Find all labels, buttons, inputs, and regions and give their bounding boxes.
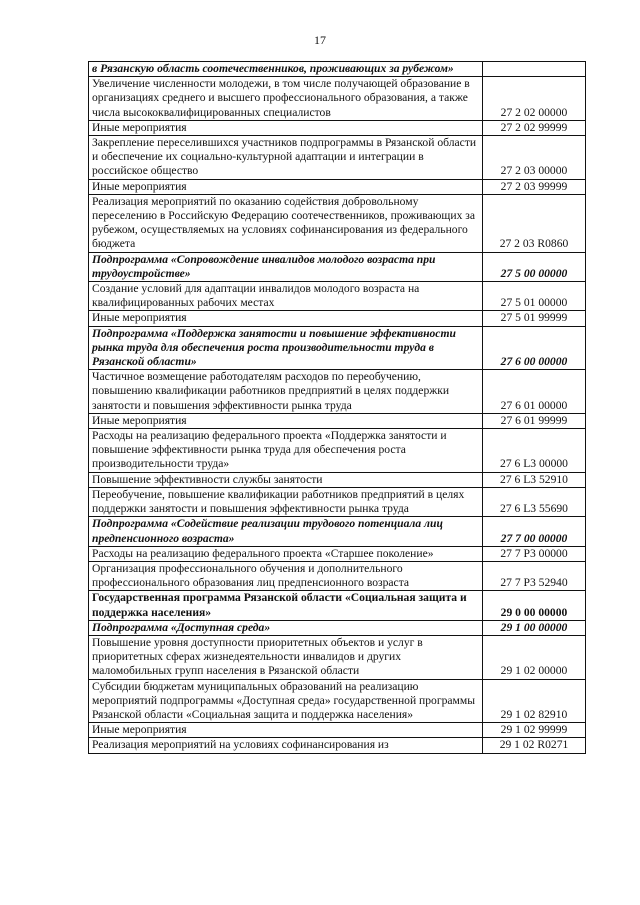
row-description: Переобучение, повышение квалификации работников предприятий в целях поддержки занятости и повышения эффективности рынка труда bbox=[89, 487, 483, 516]
row-code: 29 1 02 99999 bbox=[483, 723, 586, 738]
row-code: 27 6 L3 00000 bbox=[483, 429, 586, 473]
table-row bbox=[89, 620, 586, 635]
row-code: 27 2 02 00000 bbox=[483, 77, 586, 121]
row-description: в Рязанскую область соотечественников, проживающих за рубежом» bbox=[89, 62, 483, 77]
row-description: Увеличение численности молодежи, в том числе получающей образование в организациях среднего и высшего профессионального образования, а также числа высококвалифицированных специалистов bbox=[89, 77, 483, 121]
row-code: 27 7 P3 00000 bbox=[483, 546, 586, 561]
table-row bbox=[89, 723, 586, 738]
table-row bbox=[89, 413, 586, 428]
row-code: 27 6 01 00000 bbox=[483, 370, 586, 414]
row-code: 29 1 02 00000 bbox=[483, 635, 586, 679]
row-description: Создание условий для адаптации инвалидов молодого возраста на квалифицированных рабочих местах bbox=[89, 282, 483, 311]
row-description: Реализация мероприятий по оказанию содействия добровольному переселению в Российскую Федерацию соотечественников, проживающих за рубежом, осуществляемых на условиях софинансирования из федерального бюджета bbox=[89, 194, 483, 252]
row-description: Подпрограмма «Сопровождение инвалидов молодого возраста при трудоустройстве» bbox=[89, 252, 483, 281]
row-code: 27 6 00 00000 bbox=[483, 326, 586, 370]
table-row bbox=[89, 429, 586, 473]
table-row bbox=[89, 77, 586, 121]
row-code: 27 5 00 00000 bbox=[483, 252, 586, 281]
table-row bbox=[89, 179, 586, 194]
table-row bbox=[89, 517, 586, 546]
table-row bbox=[89, 370, 586, 414]
table-row bbox=[89, 326, 586, 370]
row-code: 27 6 01 99999 bbox=[483, 413, 586, 428]
page-number: 17 bbox=[314, 33, 326, 47]
row-description: Иные мероприятия bbox=[89, 311, 483, 326]
row-code: 29 1 02 82910 bbox=[483, 679, 586, 723]
row-code: 29 1 00 00000 bbox=[483, 620, 586, 635]
row-code bbox=[483, 62, 586, 77]
row-code: 27 2 03 00000 bbox=[483, 136, 586, 180]
row-code: 27 7 00 00000 bbox=[483, 517, 586, 546]
row-description: Реализация мероприятий на условиях софинансирования из bbox=[89, 738, 483, 753]
row-description: Подпрограмма «Поддержка занятости и повышение эффективности рынка труда для обеспечения роста производительности труда в Рязанской области» bbox=[89, 326, 483, 370]
row-code: 27 5 01 99999 bbox=[483, 311, 586, 326]
row-description: Повышение эффективности службы занятости bbox=[89, 472, 483, 487]
table-row bbox=[89, 561, 586, 590]
row-description: Подпрограмма «Содействие реализации трудового потенциала лиц предпенсионного возраста» bbox=[89, 517, 483, 546]
table-row bbox=[89, 472, 586, 487]
table-row bbox=[89, 194, 586, 252]
table-row bbox=[89, 679, 586, 723]
row-description: Частичное возмещение работодателям расходов по переобучению, повышению квалификации работников предприятий в целях поддержки занятости и повышения эффективности рынка труда bbox=[89, 370, 483, 414]
table-row bbox=[89, 738, 586, 753]
row-description: Государственная программа Рязанской области «Социальная защита и поддержка населения» bbox=[89, 591, 483, 620]
row-description: Расходы на реализацию федерального проекта «Поддержка занятости и повышение эффективности рынка труда для обеспечения роста производительности труда» bbox=[89, 429, 483, 473]
table-row bbox=[89, 62, 586, 77]
budget-classification-table bbox=[88, 61, 586, 754]
row-description: Субсидии бюджетам муниципальных образований на реализацию мероприятий подпрограммы «Доступная среда» государственной программы Рязанской области «Социальная защита и поддержка населения» bbox=[89, 679, 483, 723]
row-code: 27 6 L3 52910 bbox=[483, 472, 586, 487]
row-code: 27 7 P3 52940 bbox=[483, 561, 586, 590]
row-code: 29 0 00 00000 bbox=[483, 591, 586, 620]
table-row bbox=[89, 487, 586, 516]
table-row bbox=[89, 591, 586, 620]
row-description: Расходы на реализацию федерального проекта «Старшее поколение» bbox=[89, 546, 483, 561]
row-code: 27 2 03 99999 bbox=[483, 179, 586, 194]
table-row bbox=[89, 252, 586, 281]
row-description: Повышение уровня доступности приоритетных объектов и услуг в приоритетных сферах жизнедеятельности инвалидов и других маломобильных групп населения в Рязанской области bbox=[89, 635, 483, 679]
row-description: Иные мероприятия bbox=[89, 120, 483, 135]
row-description: Иные мероприятия bbox=[89, 413, 483, 428]
row-code: 27 2 03 R0860 bbox=[483, 194, 586, 252]
row-description: Закрепление переселившихся участников подпрограммы в Рязанской области и обеспечение их социально-культурной адаптации и интеграции в российское общество bbox=[89, 136, 483, 180]
row-code: 27 5 01 00000 bbox=[483, 282, 586, 311]
table-row bbox=[89, 546, 586, 561]
table-row bbox=[89, 635, 586, 679]
row-code: 29 1 02 R0271 bbox=[483, 738, 586, 753]
row-description: Иные мероприятия bbox=[89, 179, 483, 194]
table-row bbox=[89, 282, 586, 311]
row-description: Организация профессионального обучения и дополнительного профессионального образования лиц предпенсионного возраста bbox=[89, 561, 483, 590]
table-row bbox=[89, 311, 586, 326]
row-code: 27 2 02 99999 bbox=[483, 120, 586, 135]
row-description: Иные мероприятия bbox=[89, 723, 483, 738]
table-row bbox=[89, 120, 586, 135]
row-description: Подпрограмма «Доступная среда» bbox=[89, 620, 483, 635]
row-code: 27 6 L3 55690 bbox=[483, 487, 586, 516]
table-row bbox=[89, 136, 586, 180]
